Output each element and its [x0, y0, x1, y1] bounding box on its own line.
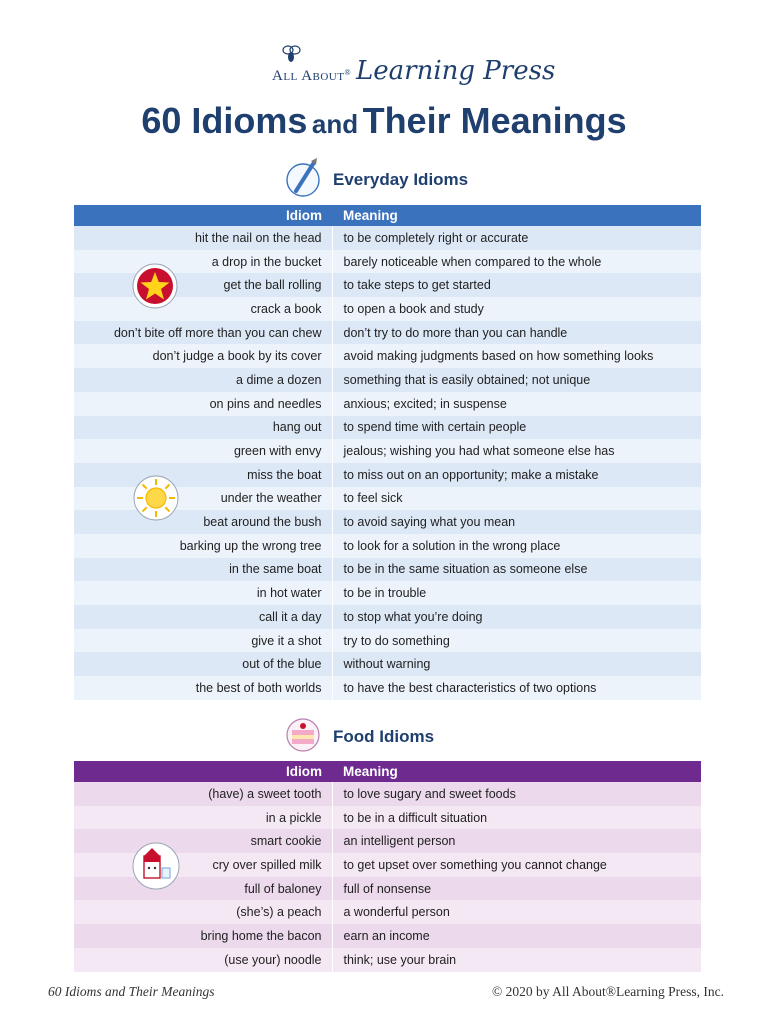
meaning-cell: to stop what you’re doing	[332, 605, 701, 629]
meaning-cell: full of nonsense	[332, 877, 701, 901]
table-row	[74, 948, 701, 972]
section-heading-food	[0, 716, 768, 756]
table-row	[74, 900, 701, 924]
table-row	[74, 368, 701, 392]
idiom-cell: cry over spilled milk	[74, 853, 332, 877]
idiom-cell: get the ball rolling	[74, 273, 332, 297]
idiom-cell: green with envy	[74, 439, 332, 463]
idiom-cell: (she’s) a peach	[74, 900, 332, 924]
idiom-cell: hit the nail on the head	[74, 226, 332, 250]
meaning-cell: earn an income	[332, 924, 701, 948]
table-row	[74, 924, 701, 948]
meaning-cell: to feel sick	[332, 487, 701, 511]
idiom-cell: miss the boat	[74, 463, 332, 487]
table-header-row	[74, 761, 701, 782]
meaning-cell: without warning	[332, 652, 701, 676]
table-row	[74, 629, 701, 653]
idiom-cell: give it a shot	[74, 629, 332, 653]
meaning-cell: to be completely right or accurate	[332, 226, 701, 250]
meaning-cell: to take steps to get started	[332, 273, 701, 297]
column-header-idiom: Idiom	[74, 205, 332, 226]
meaning-cell: try to do something	[332, 629, 701, 653]
idiom-cell: a dime a dozen	[74, 368, 332, 392]
idiom-cell: beat around the bush	[74, 510, 332, 534]
meaning-cell: an intelligent person	[332, 829, 701, 853]
brand-name-right: Learning Press	[356, 56, 556, 86]
pencil-icon	[286, 158, 322, 198]
meaning-cell: to open a book and study	[332, 297, 701, 321]
brand-logo	[0, 44, 768, 98]
meaning-cell: a wonderful person	[332, 900, 701, 924]
column-header-idiom: Idiom	[74, 761, 332, 782]
meaning-cell: anxious; excited; in suspense	[332, 392, 701, 416]
table-row	[74, 226, 701, 250]
column-header-meaning: Meaning	[332, 761, 701, 782]
idiom-cell: don’t judge a book by its cover	[74, 344, 332, 368]
meaning-cell: to be in the same situation as someone else	[332, 558, 701, 582]
idiom-cell: smart cookie	[74, 829, 332, 853]
idiom-cell: the best of both worlds	[74, 676, 332, 700]
footer-copyright: © 2020 by All About®Learning Press, Inc.	[492, 984, 724, 999]
meaning-cell: jealous; wishing you had what someone else has	[332, 439, 701, 463]
table-row	[74, 581, 701, 605]
meaning-cell: to avoid saying what you mean	[332, 510, 701, 534]
table-row	[74, 439, 701, 463]
meaning-cell: to spend time with certain people	[332, 416, 701, 440]
idiom-cell: barking up the wrong tree	[74, 534, 332, 558]
idiom-cell: on pins and needles	[74, 392, 332, 416]
table-header-row	[74, 205, 701, 226]
section-title: Food Idioms	[333, 727, 435, 746]
section-title: Everyday Idioms	[333, 170, 469, 189]
table-row	[74, 534, 701, 558]
table-row	[74, 806, 701, 830]
idiom-cell: (use your) noodle	[74, 948, 332, 972]
brand-name-left: All About®	[272, 68, 352, 84]
idiom-cell: crack a book	[74, 297, 332, 321]
table-row	[74, 344, 701, 368]
idiom-cell: out of the blue	[74, 652, 332, 676]
meaning-cell: to be in trouble	[332, 581, 701, 605]
idiom-cell: in a pickle	[74, 806, 332, 830]
meaning-cell: to be in a difficult situation	[332, 806, 701, 830]
idiom-cell: hang out	[74, 416, 332, 440]
idiom-cell: a drop in the bucket	[74, 250, 332, 274]
footer-title: 60 Idioms and Their Meanings	[48, 984, 215, 999]
meaning-cell: to have the best characteristics of two options	[332, 676, 701, 700]
idiom-cell: in the same boat	[74, 558, 332, 582]
page-title: 60 Idioms and Their Meanings	[141, 100, 627, 141]
meaning-cell: something that is easily obtained; not unique	[332, 368, 701, 392]
meaning-cell: avoid making judgments based on how something looks	[332, 344, 701, 368]
meaning-cell: to love sugary and sweet foods	[332, 782, 701, 806]
star-icon	[132, 263, 178, 309]
section-heading-everyday	[0, 158, 768, 198]
table-row	[74, 782, 701, 806]
meaning-cell: to look for a solution in the wrong place	[332, 534, 701, 558]
column-header-meaning: Meaning	[332, 205, 701, 226]
idiom-cell: don’t bite off more than you can chew	[74, 321, 332, 345]
idiom-cell: (have) a sweet tooth	[74, 782, 332, 806]
table-row	[74, 676, 701, 700]
table-row	[74, 416, 701, 440]
cake-icon	[286, 716, 322, 754]
table-row	[74, 605, 701, 629]
milk-carton-icon	[132, 842, 180, 890]
bee-logo-icon	[280, 44, 302, 64]
idiom-cell: call it a day	[74, 605, 332, 629]
idiom-cell: in hot water	[74, 581, 332, 605]
table-row	[74, 392, 701, 416]
meaning-cell: think; use your brain	[332, 948, 701, 972]
meaning-cell: don’t try to do more than you can handle	[332, 321, 701, 345]
meaning-cell: to get upset over something you cannot change	[332, 853, 701, 877]
meaning-cell: barely noticeable when compared to the whole	[332, 250, 701, 274]
meaning-cell: to miss out on an opportunity; make a mistake	[332, 463, 701, 487]
table-row	[74, 321, 701, 345]
table-row	[74, 652, 701, 676]
idiom-cell: under the weather	[74, 487, 332, 511]
table-row	[74, 558, 701, 582]
idiom-cell: bring home the bacon	[74, 924, 332, 948]
idiom-cell: full of baloney	[74, 877, 332, 901]
sun-icon	[133, 475, 179, 521]
